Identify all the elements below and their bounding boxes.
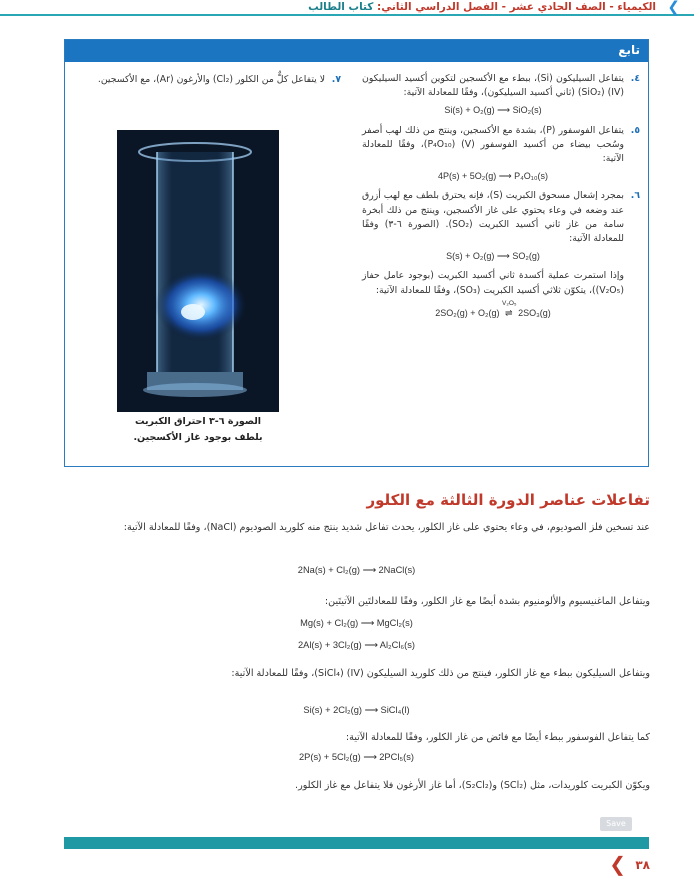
page-number: ٣٨ — [635, 858, 650, 872]
list-item — [73, 72, 341, 87]
box-header-label: تابع — [618, 43, 640, 57]
equilibrium-equation — [362, 299, 624, 320]
equation-phosphorus: 2P(s) + 5Cl₂(g) ⟶ 2PCl₅(s) — [299, 752, 414, 762]
paragraph-silicon: ويتفاعل السيليكون ببطء مع غاز الكلور، فينتج من ذلك كلوريد السيليكون (IV) (SiCl₄)، وفقًا للمعادلة الآتية: — [231, 668, 650, 679]
eq-arrow-wrap — [502, 299, 517, 320]
paragraph-mg-al: ويتفاعل الماغنيسيوم والألومنيوم بشدة أيضًا مع غاز الكلور، وفقًا للمعادلتَين الآتيتَين: — [324, 596, 650, 607]
catalyst-label: V₂O₅ — [502, 299, 517, 307]
save-button[interactable]: Save — [600, 817, 632, 831]
footer-bar — [64, 837, 649, 849]
book-label: كتاب الطالب — [308, 1, 374, 13]
equation: S(s) + O₂(g) ⟶ SO₂(g) — [446, 251, 540, 262]
equation-sodium: 2Na(s) + Cl₂(g) ⟶ 2NaCl(s) — [297, 565, 416, 575]
item-text: وإذا استمرت عملية أكسدة ثاني أكسيد الكبريت (بوجود عامل حفاز (V₂O₅))، يتكوّن ثلاثي أكسيد الكبريت (SO₃)، وفقًا للمعادلة الآتية: — [362, 270, 624, 296]
equation-aluminium: 2Al(s) + 3Cl₂(g) ⟶ Al₂Cl₆(s) — [297, 640, 416, 650]
item-number: ٥. — [630, 124, 640, 136]
item-text: بمجرد إشعال مسحوق الكبريت (S)، فإنه يحترق بلطف مع لهب أزرق عند وضعه في وعاء يحتوي على غاز الأكسجين، وينتج من ذلك أبخرة سامة من غاز ثاني أكسيد الكبريت (SO₂). (الصورة ٦-٣) وفقًا للمعادلة الآتية: — [362, 190, 625, 245]
right-column — [362, 72, 640, 326]
list-item — [362, 269, 640, 320]
eq-left: 2SO₂(g) + O₂(g) — [435, 307, 500, 318]
item-number: ٤. — [630, 73, 640, 84]
book-title — [308, 1, 656, 13]
header-bar — [0, 0, 694, 16]
box-header — [65, 40, 648, 62]
equation: 4P(s) + 5O₂(g) ⟶ P₄O₁₀(s) — [437, 171, 549, 182]
list-item — [362, 189, 640, 263]
equilibrium-arrow-icon: ⇌ — [505, 307, 513, 318]
section-title: تفاعلات عناصر الدورة الثالثة مع الكلور — [366, 491, 650, 509]
item-text: يتفاعل السيليكون (Si)، ببطء مع الأكسجين لتكوين أكسيد السيليكون (IV) (SiO₂) (ثاني أكسيد السيليكون)، وفقًا للمعادلة الآتية: — [362, 73, 624, 99]
eq-right: 2SO₃(g) — [518, 307, 551, 318]
list-item — [362, 124, 640, 184]
equation-silicon: Si(s) + 2Cl₂(g) ⟶ SiCl₄(l) — [303, 705, 410, 715]
sulfur-burning-photo — [117, 130, 279, 412]
continued-box — [64, 39, 649, 467]
left-column — [73, 72, 341, 87]
item-number: ٦. — [630, 190, 640, 202]
subject-label: الكيمياء - الصف الحادي عشر - الفصل الدراسي الثاني: — [373, 1, 656, 13]
equation-magnesium: Mg(s) + Cl₂(g) ⟶ MgCl₂(s) — [300, 618, 413, 628]
photo-caption — [117, 414, 279, 446]
item-text: لا يتفاعل كلٌّ من الكلور (Cl₂) والأرغون (Ar)، مع الأكسجين. — [97, 74, 325, 85]
paragraph-sulfur-argon: ويكوّن الكبريت كلوريدات، مثل (SCl₂) و(S₂Cl₂)، أما غاز الأرغون فلا يتفاعل مع غاز الكلور. — [295, 780, 650, 791]
chevron-left-icon[interactable]: ❮ — [667, 0, 680, 16]
paragraph-phosphorus: كما يتفاعل الفوسفور ببطء أيضًا مع فائض من غاز الكلور، وفقًا للمعادلة الآتية: — [345, 732, 650, 743]
item-text: يتفاعل الفوسفور (P)، بشدة مع الأكسجين، وينتج من ذلك لهب أصفر وسُحب بيضاء من أكسيد الفوسفور (V) (P₄O₁₀)، وفقًا للمعادلة الآتية: — [362, 124, 624, 165]
photo-illustration — [117, 130, 279, 412]
caption-line-2: بلطف بوجود غاز الأكسجين. — [133, 432, 263, 443]
item-number: ٧. — [331, 74, 341, 85]
caption-line-1: الصورة ٦-٣ احتراق الكبريت — [134, 416, 262, 427]
list-item — [362, 72, 640, 118]
equation: Si(s) + O₂(g) ⟶ SiO₂(s) — [444, 105, 542, 116]
chevron-left-icon[interactable]: ❮ — [609, 852, 626, 876]
paragraph-sodium: عند تسخين فلز الصوديوم، في وعاء يحتوي على غاز الكلور، يحدث تفاعل شديد ينتج منه كلوريد الصوديوم (NaCl)، وفقًا للمعادلة الآتية: — [123, 522, 650, 533]
